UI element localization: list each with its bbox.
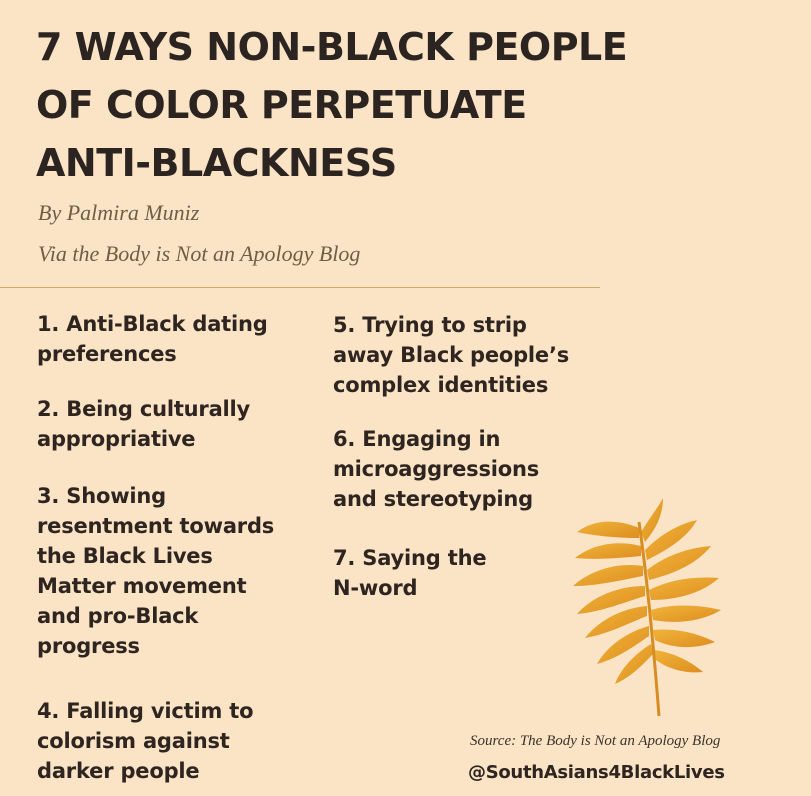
page-title xyxy=(36,18,776,192)
list-item-2: 2. Being culturally appropriative xyxy=(37,397,251,451)
title-line: OF COLOR PERPETUATE xyxy=(36,83,527,127)
title-line: 7 WAYS NON-BLACK PEOPLE xyxy=(36,25,628,69)
list-item-6: 6. Engaging in microaggressions and stereotyping xyxy=(333,427,540,511)
divider xyxy=(0,287,600,288)
social-handle: @SouthAsians4BlackLives xyxy=(468,762,725,783)
list-item-4: 4. Falling victim to colorism against darker people xyxy=(37,699,254,783)
list-item-7: 7. Saying the N-word xyxy=(333,546,487,600)
via-line: Via the Body is Not an Apology Blog xyxy=(38,241,361,266)
source-credit: Source: The Body is Not an Apology Blog xyxy=(470,733,721,749)
author-line: By Palmira Muniz xyxy=(38,200,200,225)
palm-leaf-icon xyxy=(555,498,740,718)
list-item-3: 3. Showing resentment towards the Black Lives Matter movement and pro-Black progress xyxy=(37,484,275,658)
list-item-1: 1. Anti-Black dating preferences xyxy=(37,312,268,366)
title-line: ANTI-BLACKNESS xyxy=(36,141,397,185)
list-item-5: 5. Trying to strip away Black people’s complex identities xyxy=(333,313,570,397)
